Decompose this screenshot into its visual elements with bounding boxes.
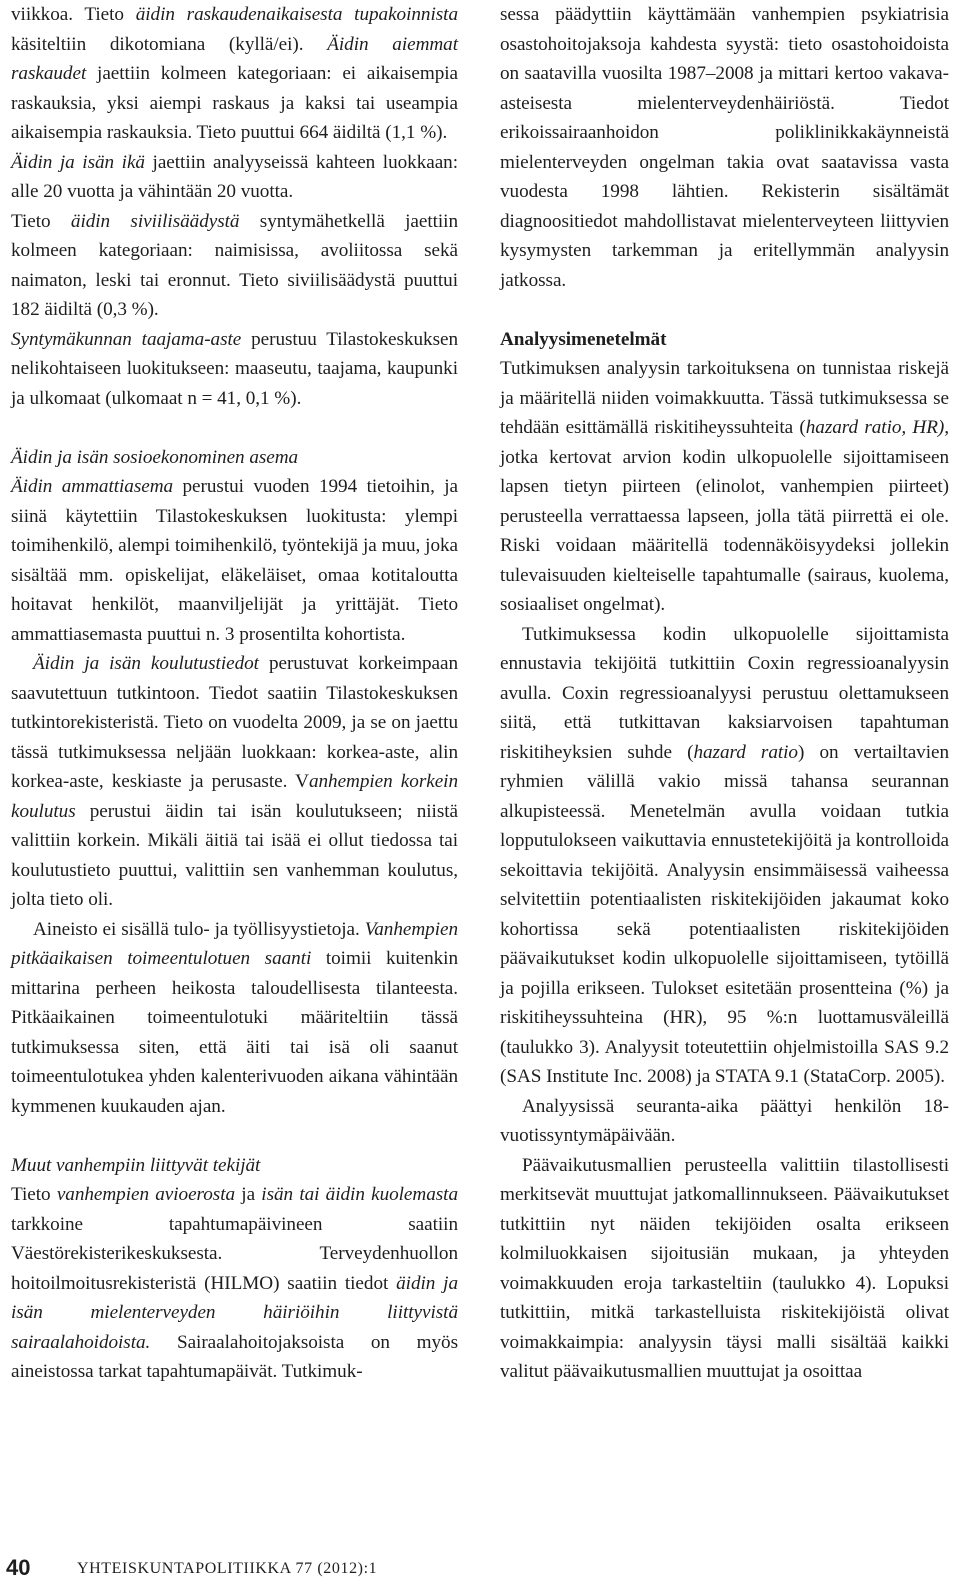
term-parent-death: isän tai äidin kuolemasta: [261, 1184, 458, 1205]
paragraph-risk-ratios: [500, 354, 949, 620]
text-run: perustuvat korkeimpaan saavutettuun tutkintoon. Tiedot saatiin Tilastokeskuksen tutkintorekisteristä. Tieto on vuodelta 2009, ja se on jaettu tässä tutkimuksessa neljään luokkaan: korkea-aste, alin korkea-aste, keskiaste ja perusaste. V: [11, 653, 458, 792]
paragraph-main-effects: Päävaikutusmallien perusteella valittiin tilastollisesti merkitsevät muuttujat jatkomallinnukseen. Päävaikutukset tutkittiin nyt näiden tekijöiden osalta erikseen kolmiluokkaisen sijoitusiän mukaan, ja yhteyden voimakkuuden eroja tarkasteltiin (taulukko 4). Lopuksi tutkittiin, mitkä tarkastelluista riskitekijöistä olivat voimakkaimpia: analyysin täysi malli sisältää kaikki valitut päävaikutusmallien muuttujat ja osoittaa: [500, 1154, 949, 1382]
paragraph-psychiatric-care: sessa päädyttiin käyttämään vanhempien psykiatrisia osastohoitojaksoja kahdesta syystä: tieto osastohoidoista on saatavilla vuosilta 1987–2008 ja mittari kertoo vakava-asteisesta mielenterveydenhäiriöstä. Tiedot erikoissairaanhoidon poliklinikkakäynneistä mielenterveyden ongelman takia ovat saatavissa vasta vuodesta 1998 lähtien. Rekisterin sisältämät diagnoositiedot mahdollistavat mielenterveyteen liittyvien kysymysten tarkemman ja eritellymmän analyysin jatkossa.: [500, 4, 949, 291]
text-run: perustui äidin tai isän koulutukseen; niistä valittiin korkein. Mikäli äitiä tai isää ei ollut tiedossa tai koulutustieto puuttui, valittiin sen vanhemman koulutus, jolta tieto oli.: [11, 800, 458, 910]
text-run: toimii kuitenkin mittarina perheen heikosta taloudellisesta tilanteesta. Pitkäaikainen toimeentulotuki määriteltiin tässä tutkimuksessa siten, että äiti tai isä oli saanut toimeentulotukea yhden kalenterivuoden aikana vähintään kymmenen kuukauden ajan.: [11, 948, 458, 1117]
term-hazard-ratio: hazard ratio, HR),: [805, 417, 949, 438]
text-run: käsiteltiin dikotomiana (kyllä/ei).: [11, 33, 328, 55]
paragraph-smoking-pregnancies: [11, 0, 458, 148]
journal-reference: YHTEISKUNTAPOLITIIKKA 77 (2012):1: [77, 1560, 378, 1577]
term-previous-pregnancies: Äidin aiemmat raskaudet: [11, 33, 459, 84]
text-run: Tutkimuksen analyysin tarkoituksena on tunnistaa riskejä ja määritellä niiden voimakkuutta. Tässä tutkimuksessa se tehdään esittämällä riskitiheyssuhteita (: [500, 358, 949, 438]
term-urbanisation: Syntymäkunnan taajama-aste: [11, 328, 242, 350]
text-run: tarkkoine tapahtumapäivineen saatiin Väestörekisterikeskuksesta. Terveydenhuollon hoitoilmoitusrekisteristä (HILMO) saatiin tiedot: [11, 1213, 458, 1294]
text-run: Tieto: [11, 210, 71, 232]
text-run: jaettiin analyyseissä kahteen luokkaan: alle 20 vuotta ja vähintään 20 vuotta.: [11, 151, 459, 202]
paragraph-urbanisation: [11, 325, 458, 414]
paragraph-marital-status: [11, 207, 458, 325]
paragraph-occupation: [11, 472, 458, 649]
right-column: [500, 0, 949, 1387]
term-divorce: vanhempien avioerosta: [56, 1184, 236, 1205]
text-run: Sairaalahoitojaksoista on myös aineistossa tarkat tapahtumapäivät. Tutkimuk-: [11, 1331, 458, 1382]
term-income-support: Vanhempien pitkäaikaisen toimeentulotuen saanti: [11, 918, 458, 969]
paragraph-income-support: [11, 915, 458, 1122]
text-run: Tutkimuksessa kodin ulkopuolelle sijoittamista ennustavia tekijöitä tutkittiin Coxin regressioanalyysin avulla. Coxin regressioanalyysi perustuu olettamukseen siitä, että tutkittavan kaksiarvoisen tapahtuman riskitiheyksien suhde (: [500, 623, 949, 763]
term-highest-education: anhempien korkein koulutus: [11, 771, 458, 822]
term-hazard-ratio: hazard ratio: [693, 741, 798, 763]
term-education: Äidin ja isän koulutustiedot: [33, 653, 259, 674]
paragraph-education: [11, 649, 458, 915]
section-heading-socioeconomic: Äidin ja isän sosioekonominen asema: [11, 446, 299, 468]
section-heading-other-factors: Muut vanhempiin liittyvät tekijät: [11, 1154, 261, 1176]
text-run: perustuu Tilastokeskuksen nelikohtaiseen luokitukseen: maaseutu, taajama, kaupunki ja ulkomaat (ulkomaat n = 41, 0,1 %).: [11, 328, 458, 409]
term-marital-status: äidin siviilisäädystä: [70, 210, 240, 232]
term-mental-health: äidin ja isän mielenterveyden häiriöihin liittyvistä sairaalahoidoista.: [11, 1272, 458, 1353]
text-run: Tieto: [11, 1184, 57, 1205]
paragraph-divorce-death-mental: [11, 1180, 458, 1387]
term-parent-age: Äidin ja isän ikä: [11, 151, 145, 173]
paragraph-parent-age: [11, 148, 458, 207]
section-heading-analysis-methods: Analyysimenetelmät: [500, 328, 667, 350]
text-run: Aineisto ei sisällä tulo- ja työllisyystietoja.: [33, 918, 365, 940]
paragraph-cox-regression: [500, 620, 949, 1092]
text-run: ja: [235, 1184, 262, 1205]
page-number: 40: [6, 1555, 31, 1580]
term-occupation: Äidin ammattiasema: [11, 476, 174, 497]
text-run: syntymähetkellä jaettiin kolmeen kategoriaan: naimisissa, avoliitossa sekä naimaton, leski tai eronnut. Tieto siviilisäädystä puuttui 182 äidiltä (0,3 %).: [11, 210, 458, 320]
paragraph-follow-up: Analyysissä seuranta-aika päättyi henkilön 18-vuotissyntymäpäivään.: [500, 1095, 949, 1146]
text-run: viikkoa. Tieto: [11, 4, 136, 25]
text-run: perustui vuoden 1994 tietoihin, ja siinä käytettiin Tilastokeskuksen luokitusta: ylempi toimihenkilö, alempi toimihenkilö, työntekijä ja muu, joka sisältää mm. opiskelijat, eläkeläiset, omaa kotitaloutta hoitavat henkilöt, maanviljelijät ja yrittäjät. Tieto ammattiasemasta puuttui n. 3 prosentilta kohortista.: [11, 476, 458, 645]
left-column: [11, 0, 458, 1387]
text-run: jotka kertovat arvion kodin ulkopuolelle sijoittamiseen lapsen tietyn piirteen (elinolot, vanhempien piirteet) perusteella verrattaessa lapseen, jolla tätä piirrettä ei ole. Riski voidaan määritellä todennäköisyydeksi jollekin tulevaisuuden kielteiselle tapahtumalle (sairaus, kuolema, sosiaaliset ongelmat).: [500, 446, 949, 615]
text-run: jaettiin kolmeen kategoriaan: ei aikaisempia raskauksia, yksi aiempi raskaus ja kaksi tai useampia aikaisempia raskauksia. Tieto puuttui 664 äidiltä (1,1 %).: [11, 63, 458, 143]
term-maternal-smoking: äidin raskaudenaikaisesta tupakoinnista: [135, 4, 458, 25]
text-run: ) on vertailtavien ryhmien välillä vakio missä tahansa seurannan alkupisteessä. Menetelmän avulla voidaan tutkia lopputulokseen vaikuttavia ennustetekijöitä ja kontrolloida sekoittavia tekijöitä. Analyysin ensimmäisessä vaiheessa selvitettiin potentiaalisten riskitekijöiden jakaumat koko kohortissa sekä potentiaalisten riskitekijöiden päävaikutukset kodin ulkopuolelle sijoittamiseen, tytöillä ja pojilla erikseen. Tulokset esitetään prosentteina (%) ja riskitiheyssuhteina (HR), 95 %:n luottamusväleillä (taulukko 3). Analyysit toteutettiin ohjelmistoilla SAS 9.2 (SAS Institute Inc. 2008) ja STATA 9.1 (StataCorp. 2005).: [500, 741, 949, 1087]
page-footer: [0, 1554, 960, 1581]
